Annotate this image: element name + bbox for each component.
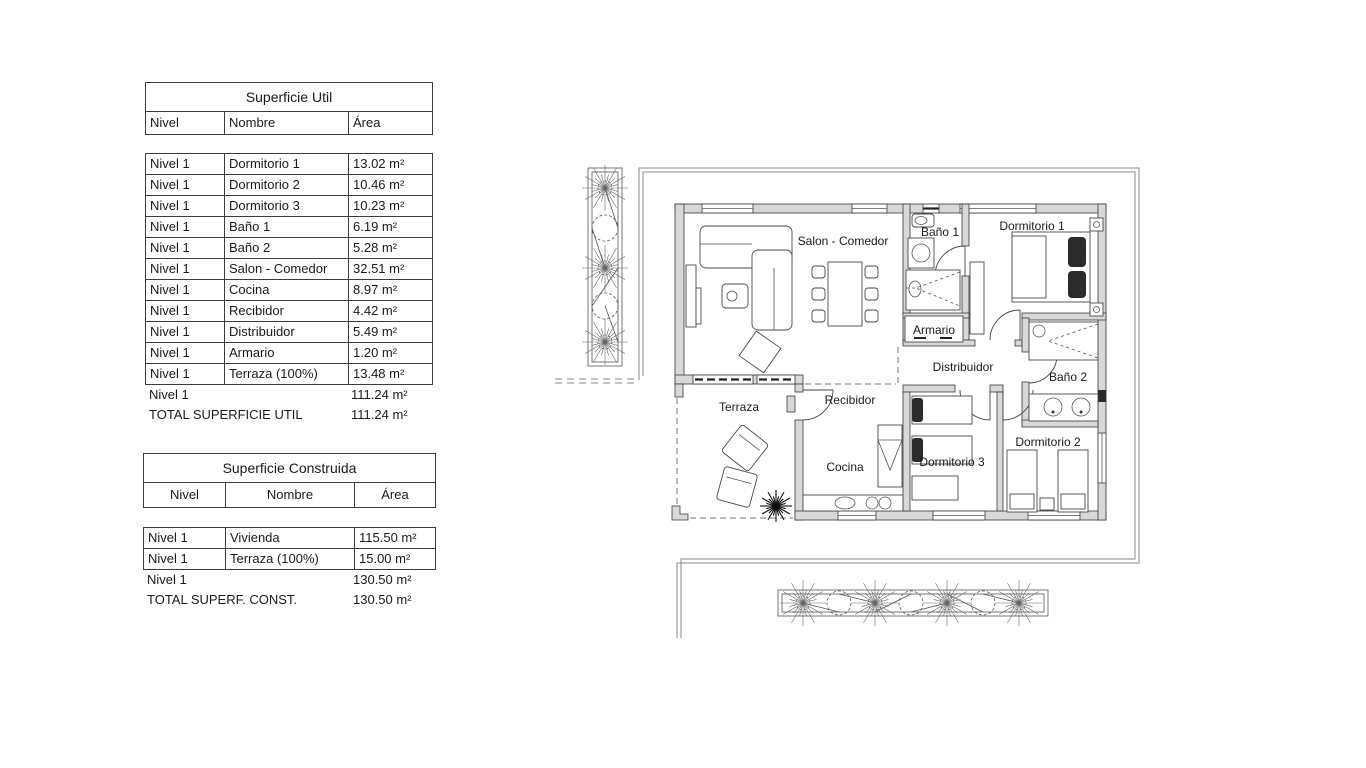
tv-screen [696, 288, 701, 324]
fridge-column [878, 425, 902, 487]
table-row: Nivel 1 Salon - Comedor 32.51 m² [146, 258, 432, 279]
room-label: Recibidor [824, 393, 876, 407]
nightstand [1090, 303, 1103, 316]
column-header: Nombre [225, 483, 354, 507]
table-row: Nivel 1 Terraza (100%) 13.48 m² [146, 363, 432, 384]
subtotal-row: Nivel 1 111.24 m² [149, 387, 408, 402]
room-label: Dormitorio 3 [919, 455, 985, 469]
pillow [1068, 271, 1086, 298]
room-label: Cocina [826, 460, 864, 474]
bush-icon [592, 215, 618, 241]
room-label: Dormitorio 2 [1015, 435, 1081, 449]
sofa [752, 250, 792, 330]
table-row: Nivel 1 Dormitorio 2 10.46 m² [146, 174, 432, 195]
pillow [1061, 494, 1085, 509]
nightstand [1040, 498, 1054, 510]
hedge-planter-horizontal [778, 580, 1048, 626]
room-label: Distribuidor [932, 360, 994, 374]
armchair [716, 466, 758, 508]
tree-icon [582, 165, 628, 211]
table-row: Nivel 1 Dormitorio 1 13.02 m² [146, 154, 432, 174]
column-header: Nivel [150, 115, 179, 130]
tree-icon [924, 580, 970, 626]
dining-table [828, 262, 862, 326]
room-label: Terraza [718, 400, 760, 414]
hedge-planter-vertical [582, 165, 628, 366]
column-header: Área [354, 483, 435, 507]
pillow [1010, 494, 1034, 509]
tv-unit [686, 265, 696, 327]
chair [865, 266, 878, 278]
column-header: Área [348, 112, 432, 134]
coffee-table [739, 331, 781, 373]
tree-icon [582, 245, 628, 291]
rug [912, 476, 958, 500]
nightstand [1090, 218, 1103, 231]
table-row: Nivel 1 Vivienda 115.50 m² [144, 528, 435, 548]
chair [812, 266, 825, 278]
table-row: Nivel 1 Distribuidor 5.49 m² [146, 321, 432, 342]
room-label: Salon - Comedor [797, 234, 889, 248]
table-title: Superficie Construida [143, 453, 436, 483]
chair [812, 288, 825, 300]
vanity [1029, 394, 1098, 421]
bush-icon [899, 591, 923, 615]
table-row: Nivel 1 Recibidor 4.42 m² [146, 300, 432, 321]
table-row: Nivel 1 Terraza (100%) 15.00 m² [144, 548, 435, 569]
tree-icon [780, 580, 826, 626]
pillow [1068, 237, 1086, 267]
tree-icon [852, 580, 898, 626]
room-label: Baño 1 [920, 225, 960, 239]
door-arc [990, 310, 1020, 340]
plant-icon [760, 490, 792, 522]
wardrobe [970, 262, 984, 334]
dormitorio2-furniture [1007, 450, 1088, 512]
chair [812, 310, 825, 322]
armchair [721, 424, 769, 472]
table-row: Nivel 1 Baño 1 6.19 m² [146, 216, 432, 237]
tree-icon [582, 319, 628, 365]
room-label: Dormitorio 1 [999, 219, 1065, 233]
tree-icon [996, 580, 1042, 626]
column-header: Nivel [170, 487, 199, 502]
small-window [1098, 390, 1106, 402]
table-row: Nivel 1 Baño 2 5.28 m² [146, 237, 432, 258]
terraza-furniture [716, 424, 792, 522]
salon-furniture [686, 226, 878, 373]
shower [1029, 322, 1098, 360]
chair [865, 288, 878, 300]
bathtub [906, 270, 960, 310]
table-row: Nivel 1 Cocina 8.97 m² [146, 279, 432, 300]
table-row: Nivel 1 Dormitorio 3 10.23 m² [146, 195, 432, 216]
side-table [722, 284, 748, 308]
pillow [912, 398, 923, 422]
column-header: Nombre [224, 112, 348, 134]
bush-icon [827, 591, 851, 615]
total-row: TOTAL SUPERFICIE UTIL 111.24 m² [149, 407, 408, 422]
room-label: Baño 2 [1048, 370, 1088, 384]
dormitorio3-furniture [912, 396, 972, 500]
table-title: Superficie Util [145, 82, 433, 112]
bush-icon [971, 591, 995, 615]
table-row: Nivel 1 Armario 1.20 m² [146, 342, 432, 363]
chair [865, 310, 878, 322]
room-label: Armario [912, 323, 956, 337]
subtotal-row: Nivel 1 130.50 m² [147, 572, 412, 587]
total-row: TOTAL SUPERF. CONST. 130.50 m² [147, 592, 412, 607]
